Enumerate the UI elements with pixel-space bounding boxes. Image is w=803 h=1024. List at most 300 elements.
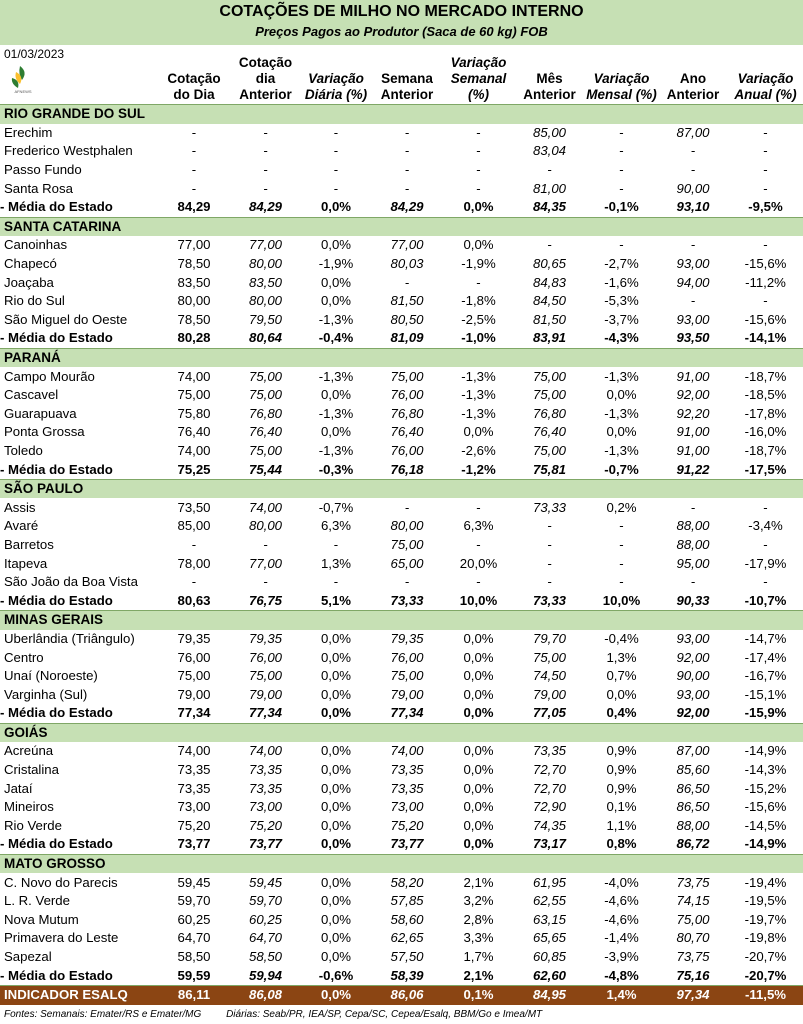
table-cell: -: [333, 536, 339, 552]
table-cell: -14,9%: [728, 835, 803, 854]
state-header-row: [0, 217, 803, 236]
state-average-row: [0, 198, 803, 217]
table-cell: 84,29: [230, 198, 301, 217]
row-label: - Média do Estado: [0, 198, 158, 217]
table-cell: 59,70: [248, 893, 282, 909]
table-cell: 73,35: [177, 762, 211, 778]
table-cell: 72,90: [532, 799, 566, 815]
table-cell: 76,80: [390, 405, 424, 421]
table-cell: -: [191, 124, 197, 140]
table-cell: 75,00: [532, 442, 566, 458]
table-cell: 73,75: [676, 874, 710, 890]
table-cell: 74,00: [390, 743, 424, 759]
table-cell: 76,40: [177, 424, 211, 440]
table-cell: 76,80: [532, 405, 566, 421]
table-cell: 0,0%: [320, 293, 352, 309]
table-cell: 0,0%: [320, 630, 352, 646]
table-cell: 92,00: [676, 387, 710, 403]
table-cell: 77,05: [514, 704, 585, 723]
page-title: COTAÇÕES DE MILHO NO MERCADO INTERNO: [219, 3, 584, 20]
table-row: [0, 779, 803, 798]
table-cell: 0,0%: [463, 817, 494, 833]
table-cell: 73,33: [514, 591, 585, 610]
table-cell: 85,00: [532, 124, 566, 140]
table-cell: 77,00: [248, 555, 282, 571]
row-label: C. Novo do Parecis: [4, 874, 118, 890]
table-cell: -4,6%: [604, 911, 639, 927]
table-cell: 0,8%: [585, 835, 658, 854]
table-cell: 64,70: [248, 930, 282, 946]
table-cell: -14,1%: [728, 329, 803, 348]
column-header-label: Variação Semanal (%): [450, 55, 507, 102]
table-cell: 80,00: [248, 293, 282, 309]
table-cell: -: [763, 180, 768, 196]
table-cell: -: [619, 555, 624, 571]
table-cell: -: [547, 536, 552, 552]
table-cell: 78,00: [177, 555, 211, 571]
table-cell: 65,00: [390, 555, 424, 571]
table-cell: 0,0%: [606, 686, 637, 702]
table-cell: 0,0%: [320, 911, 352, 927]
table-cell: -: [547, 237, 552, 253]
column-header: [728, 48, 803, 103]
column-header: [585, 48, 658, 103]
table-row: [0, 367, 803, 386]
table-cell: 93,00: [676, 686, 710, 702]
indicator-esalq-row: [0, 985, 803, 1004]
table-cell: 10,0%: [585, 591, 658, 610]
row-label: Rio do Sul: [4, 293, 65, 309]
row-label: Chapecó: [4, 256, 57, 272]
row-label: Canoinhas: [4, 237, 68, 253]
table-cell: 57,50: [390, 949, 424, 965]
table-row: [0, 630, 803, 649]
report-date: 01/03/2023: [4, 47, 65, 61]
table-cell: 75,20: [390, 817, 424, 833]
state-header-row: [0, 348, 803, 367]
table-cell: 84,50: [532, 293, 566, 309]
table-cell: -1,3%: [461, 368, 496, 384]
state-average-row: [0, 460, 803, 479]
table-cell: 61,95: [532, 874, 566, 890]
table-cell: -: [763, 124, 768, 140]
row-label: Centro: [4, 649, 44, 665]
table-cell: 93,00: [676, 311, 710, 327]
table-cell: 0,0%: [463, 424, 494, 440]
table-cell: -: [404, 180, 410, 196]
table-cell: 0,9%: [606, 780, 637, 796]
table-cell: -1,4%: [604, 930, 639, 946]
table-cell: 75,81: [514, 460, 585, 479]
table-cell: 95,00: [676, 555, 710, 571]
column-header: [158, 48, 230, 103]
table-cell: 20,0%: [459, 555, 498, 571]
table-cell: 75,00: [177, 387, 211, 403]
table-cell: 86,08: [230, 985, 301, 1004]
table-cell: 73,17: [514, 835, 585, 854]
table-row: [0, 405, 803, 424]
table-cell: -3,7%: [604, 311, 639, 327]
table-cell: 80,70: [676, 930, 710, 946]
table-cell: 78,50: [177, 311, 211, 327]
table-cell: 73,00: [177, 799, 211, 815]
table-cell: -: [476, 274, 481, 290]
table-row: [0, 142, 803, 161]
table-cell: -0,7%: [585, 460, 658, 479]
table-row: [0, 124, 803, 143]
table-cell: 0,0%: [320, 762, 352, 778]
table-cell: 85,60: [676, 762, 710, 778]
table-cell: 75,00: [390, 668, 424, 684]
table-cell: -: [476, 574, 481, 590]
table-cell: 58,50: [177, 949, 211, 965]
table-row: [0, 179, 803, 198]
table-cell: 74,00: [248, 499, 282, 515]
table-cell: 77,34: [158, 704, 230, 723]
table-cell: 2,1%: [463, 874, 494, 890]
table-cell: 79,00: [177, 686, 211, 702]
table-cell: -2,5%: [461, 311, 496, 327]
table-cell: -: [763, 237, 768, 253]
column-header-label: Variação Diária (%): [304, 71, 368, 102]
table-cell: 0,0%: [463, 743, 494, 759]
table-cell: -14,5%: [744, 817, 787, 833]
row-label: Erechim: [4, 124, 53, 140]
table-cell: 0,0%: [320, 874, 352, 890]
table-cell: 81,50: [390, 293, 424, 309]
table-row: [0, 311, 803, 330]
row-label: - Média do Estado: [0, 329, 158, 348]
table-cell: 73,00: [390, 799, 424, 815]
table-cell: 79,35: [248, 630, 282, 646]
table-cell: 74,00: [177, 442, 211, 458]
table-row: [0, 517, 803, 536]
table-cell: -17,4%: [744, 649, 787, 665]
table-cell: -11,5%: [728, 985, 803, 1004]
table-cell: 80,63: [158, 591, 230, 610]
table-cell: -1,3%: [318, 442, 354, 458]
table-cell: 0,0%: [443, 704, 514, 723]
table-cell: -18,5%: [744, 387, 787, 403]
table-cell: -: [476, 180, 481, 196]
table-row: [0, 536, 803, 555]
table-cell: 84,83: [532, 274, 566, 290]
table-cell: -14,9%: [744, 743, 787, 759]
column-header: [301, 48, 371, 103]
table-cell: -4,6%: [604, 893, 639, 909]
table-cell: 0,0%: [320, 743, 352, 759]
table-cell: 6,3%: [463, 518, 494, 534]
table-row: [0, 929, 803, 948]
table-cell: -: [619, 124, 624, 140]
column-header: [230, 48, 301, 103]
table-cell: -: [690, 143, 696, 159]
table-cell: -: [263, 536, 268, 552]
table-cell: 73,77: [230, 835, 301, 854]
table-cell: 0,9%: [606, 762, 637, 778]
table-cell: 91,00: [676, 442, 710, 458]
table-cell: 78,50: [177, 256, 211, 272]
table-cell: -19,8%: [744, 930, 787, 946]
table-cell: 76,75: [230, 591, 301, 610]
table-cell: 0,0%: [320, 387, 352, 403]
table-cell: 83,91: [514, 329, 585, 348]
table-cell: 62,60: [514, 966, 585, 985]
table-cell: 76,80: [248, 405, 282, 421]
table-cell: 73,35: [390, 780, 424, 796]
table-row: [0, 948, 803, 967]
table-cell: 65,65: [532, 930, 566, 946]
table-row: [0, 761, 803, 780]
table-cell: -: [333, 143, 339, 159]
table-cell: 83,50: [177, 274, 211, 290]
table-cell: 1,3%: [320, 555, 352, 571]
table-cell: -1,3%: [604, 442, 639, 458]
table-cell: -1,2%: [443, 460, 514, 479]
table-cell: 0,2%: [606, 499, 637, 515]
table-cell: 73,35: [248, 780, 282, 796]
table-cell: 93,00: [676, 630, 710, 646]
table-cell: 79,50: [248, 311, 282, 327]
table-cell: 63,15: [532, 911, 566, 927]
table-cell: -0,6%: [301, 966, 371, 985]
table-cell: 73,35: [532, 743, 566, 759]
table-cell: 74,15: [676, 893, 710, 909]
table-cell: 73,50: [177, 499, 211, 515]
table-cell: -: [333, 574, 339, 590]
table-cell: 0,0%: [320, 949, 352, 965]
table-cell: 77,34: [230, 704, 301, 723]
table-cell: 0,1%: [606, 799, 637, 815]
table-cell: -18,7%: [744, 368, 787, 384]
table-cell: 73,35: [177, 780, 211, 796]
table-cell: -1,3%: [604, 405, 639, 421]
table-cell: -19,7%: [744, 911, 787, 927]
table-cell: -1,0%: [443, 329, 514, 348]
row-label: Barretos: [4, 536, 54, 552]
table-cell: 75,00: [248, 368, 282, 384]
table-cell: 75,20: [177, 817, 211, 833]
table-row: [0, 292, 803, 311]
table-cell: 76,40: [390, 424, 424, 440]
table-cell: 3,3%: [463, 930, 494, 946]
table-cell: -: [763, 293, 768, 309]
table-cell: -: [547, 162, 552, 178]
state-average-row: [0, 704, 803, 723]
table-cell: 80,65: [532, 256, 566, 272]
table-cell: 0,0%: [463, 686, 494, 702]
table-cell: -1,3%: [461, 405, 496, 421]
table-cell: 60,25: [248, 911, 282, 927]
table-cell: 73,35: [390, 762, 424, 778]
row-label: Frederico Westphalen: [4, 143, 133, 159]
table-cell: -: [619, 574, 624, 590]
table-cell: 58,39: [371, 966, 443, 985]
row-label: Itapeva: [4, 555, 48, 571]
table-cell: 76,00: [390, 387, 424, 403]
table-cell: -: [333, 162, 339, 178]
table-cell: -: [619, 237, 624, 253]
row-label: Rio Verde: [4, 817, 62, 833]
table-cell: 10,0%: [443, 591, 514, 610]
table-cell: -: [690, 237, 696, 253]
table-cell: 62,55: [532, 893, 566, 909]
table-cell: 59,70: [177, 893, 211, 909]
state-name: RIO GRANDE DO SUL: [0, 105, 803, 124]
column-header-label: Variação Mensal (%): [586, 71, 657, 102]
table-cell: 88,00: [676, 817, 710, 833]
footer-sources: [4, 1009, 564, 1020]
table-cell: 1,3%: [606, 649, 637, 665]
table-cell: -16,0%: [744, 424, 787, 440]
table-cell: 80,64: [230, 329, 301, 348]
state-header-row: [0, 611, 803, 630]
table-cell: 79,00: [532, 686, 566, 702]
table-cell: 79,35: [177, 630, 211, 646]
table-cell: -: [191, 143, 197, 159]
table-cell: -1,8%: [461, 293, 496, 309]
table-cell: -: [404, 574, 410, 590]
table-cell: -: [547, 518, 552, 534]
table-cell: 1,4%: [585, 985, 658, 1004]
table-cell: 93,00: [676, 256, 710, 272]
table-cell: 76,40: [532, 424, 566, 440]
table-cell: -15,1%: [744, 686, 787, 702]
table-cell: 59,59: [158, 966, 230, 985]
table-cell: 0,0%: [320, 686, 352, 702]
table-cell: 76,00: [390, 442, 424, 458]
state-header-row: [0, 479, 803, 498]
row-label: Joaçaba: [4, 274, 54, 290]
state-name: MATO GROSSO: [0, 854, 803, 873]
table-cell: 0,0%: [320, 649, 352, 665]
table-cell: 84,29: [371, 198, 443, 217]
svg-text:AFNEWS: AFNEWS: [14, 89, 32, 94]
table-cell: 80,50: [390, 311, 424, 327]
table-row: [0, 798, 803, 817]
row-label: Cristalina: [4, 762, 59, 778]
table-cell: 59,45: [177, 874, 211, 890]
column-header: [658, 48, 728, 103]
column-header-label: Semana Anterior: [380, 71, 434, 102]
table-cell: 58,60: [390, 911, 424, 927]
table-cell: -15,2%: [744, 780, 787, 796]
table-cell: -16,7%: [744, 668, 787, 684]
table-row: [0, 817, 803, 836]
state-header-row: [0, 854, 803, 873]
table-row: [0, 667, 803, 686]
table-cell: 75,25: [158, 460, 230, 479]
table-cell: 90,00: [676, 668, 710, 684]
table-cell: -0,4%: [301, 329, 371, 348]
state-name: SANTA CATARINA: [0, 217, 803, 236]
table-cell: 0,0%: [320, 930, 352, 946]
column-header: [514, 48, 585, 103]
table-cell: -0,1%: [585, 198, 658, 217]
row-label: Jataí: [4, 780, 33, 796]
table-cell: -: [476, 536, 481, 552]
table-cell: -1,3%: [461, 387, 496, 403]
table-cell: 75,20: [248, 817, 282, 833]
table-cell: 92,20: [676, 405, 710, 421]
table-cell: 87,00: [676, 743, 710, 759]
table-cell: 59,94: [230, 966, 301, 985]
table-cell: 76,00: [248, 649, 282, 665]
table-cell: 58,20: [390, 874, 424, 890]
table-cell: 76,00: [390, 649, 424, 665]
table-cell: 75,00: [248, 387, 282, 403]
state-name: MINAS GERAIS: [0, 611, 803, 630]
state-name: SÃO PAULO: [0, 479, 803, 498]
table-cell: 84,95: [514, 985, 585, 1004]
table-cell: -: [404, 499, 410, 515]
table-cell: 5,1%: [301, 591, 371, 610]
table-cell: 80,28: [158, 329, 230, 348]
table-cell: -: [263, 143, 268, 159]
table-cell: -: [476, 499, 481, 515]
table-cell: 79,70: [532, 630, 566, 646]
table-cell: 2,1%: [443, 966, 514, 985]
table-cell: 0,0%: [320, 893, 352, 909]
table-cell: -: [476, 143, 481, 159]
table-row: [0, 554, 803, 573]
table-cell: -1,9%: [318, 256, 354, 272]
state-average-row: [0, 591, 803, 610]
table-cell: -15,9%: [728, 704, 803, 723]
table-cell: -: [191, 574, 197, 590]
table-cell: 87,00: [676, 124, 710, 140]
row-label: Santa Rosa: [4, 180, 73, 196]
table-cell: 0,0%: [463, 780, 494, 796]
row-label: Nova Mutum: [4, 911, 79, 927]
table-cell: 72,70: [532, 780, 566, 796]
table-cell: 60,25: [177, 911, 211, 927]
table-cell: 92,00: [658, 704, 728, 723]
table-cell: 86,06: [371, 985, 443, 1004]
table-cell: -: [763, 499, 768, 515]
table-cell: -3,9%: [604, 949, 639, 965]
table-row: [0, 892, 803, 911]
row-label: L. R. Verde: [4, 893, 70, 909]
table-cell: 90,00: [676, 180, 710, 196]
table-cell: 75,00: [532, 387, 566, 403]
table-cell: 62,65: [390, 930, 424, 946]
afnews-logo-icon: [6, 64, 40, 94]
row-label: - Média do Estado: [0, 835, 158, 854]
table-cell: -15,6%: [744, 256, 787, 272]
table-cell: 77,34: [371, 704, 443, 723]
column-header-label: Cotação do Dia: [167, 71, 221, 102]
row-label: Avaré: [4, 518, 39, 534]
table-cell: -: [263, 162, 268, 178]
row-label: Varginha (Sul): [4, 686, 88, 702]
table-cell: 73,77: [158, 835, 230, 854]
row-label: São João da Boa Vista: [4, 574, 138, 590]
row-label: - Média do Estado: [0, 966, 158, 985]
table-row: [0, 573, 803, 592]
table-cell: 73,77: [371, 835, 443, 854]
table-cell: 81,50: [532, 311, 566, 327]
table-cell: -1,3%: [318, 405, 354, 421]
table-cell: 0,0%: [463, 799, 494, 815]
column-header: [443, 48, 514, 103]
table-cell: 57,85: [390, 893, 424, 909]
row-label: Toledo: [4, 442, 43, 458]
table-cell: -: [763, 536, 768, 552]
table-cell: -: [763, 574, 768, 590]
table-row: [0, 386, 803, 405]
table-cell: 74,00: [177, 368, 211, 384]
